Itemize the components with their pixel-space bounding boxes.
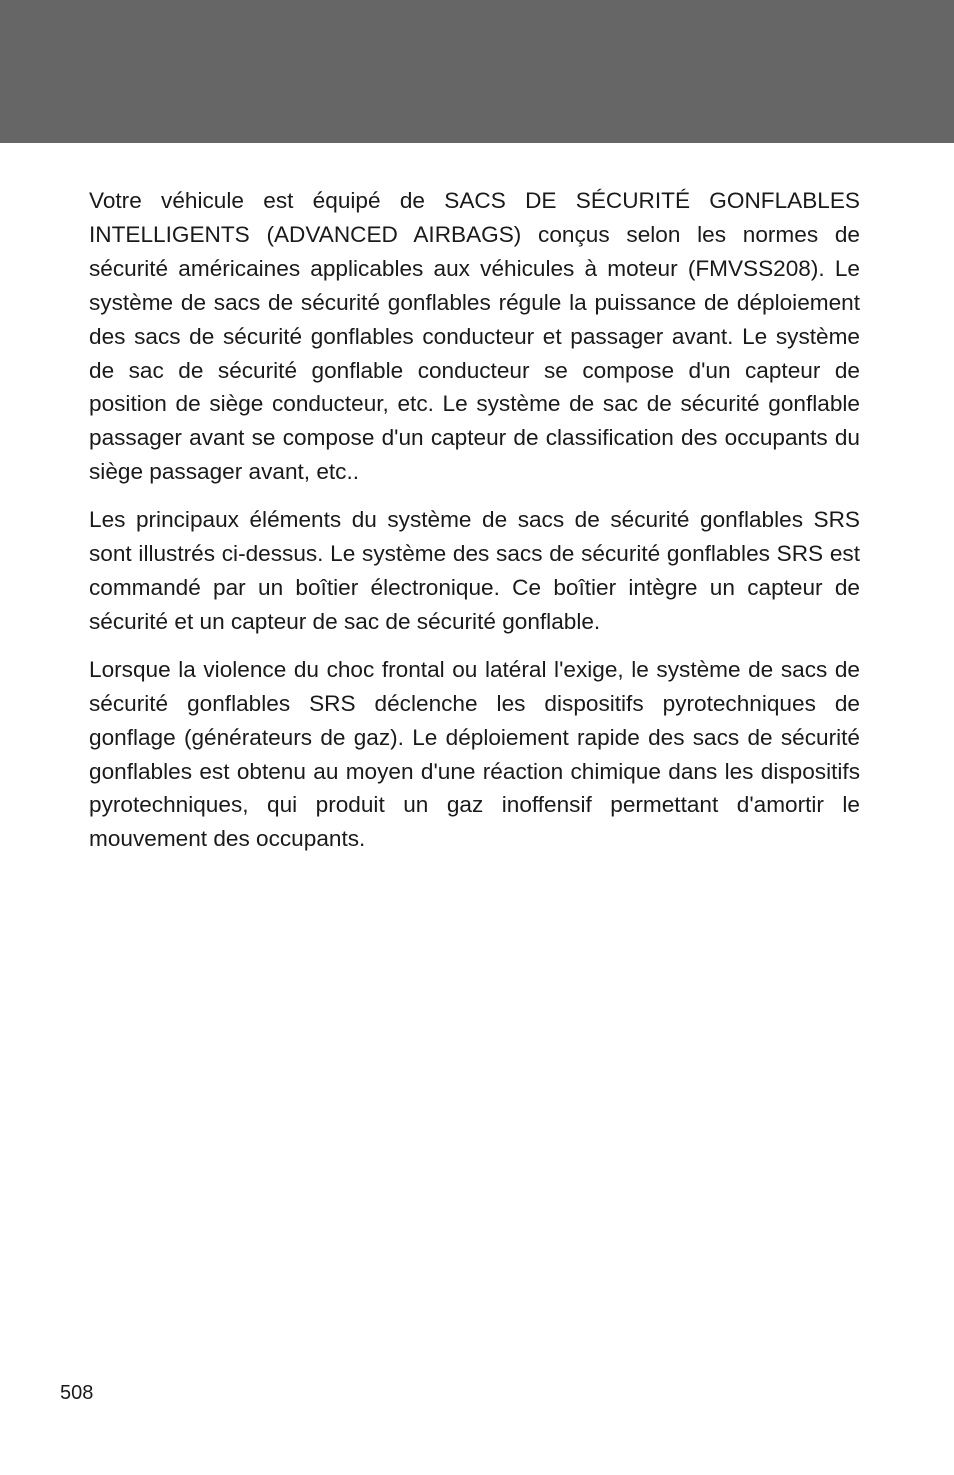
header-band [0, 0, 954, 143]
paragraph-deployment: Lorsque la violence du choc frontal ou latéral l'exige, le système de sacs de sécurité gonflables SRS déclenche les dispositifs pyrotechniques de gonflage (générateurs de gaz). Le déploiement rapide des sacs de sécurité gonflables est obtenu au moyen d'une réaction chimique dans les dispositifs pyrotechniques, qui produit un gaz inoffensif permettant d'amortir le mouvement des occupants. [89, 656, 860, 852]
page-number: 508 [60, 1382, 94, 1404]
paragraph-srs-components: Les principaux éléments du système de sacs de sécurité gonflables SRS sont illustrés ci-dessus. Le système des sacs de sécurité gonflables SRS est commandé par un boîtier électronique. Ce boîtier intègre un capteur de sécurité et un capteur de sac de sécurité gonflable. [89, 507, 860, 634]
body-text [89, 184, 860, 870]
paragraph-advanced-airbags: Votre véhicule est équipé de SACS DE SÉCURITÉ GONFLABLES INTELLIGENTS (ADVANCED AIRBAGS) conçus selon les normes de sécurité américaines applicables aux véhicules à moteur (FMVSS208). Le système de sacs de sécurité gonflables régule la puissance de déploiement des sacs de sécurité gonflables conducteur et passager avant. Le système de sac de sécurité gonflable conducteur se compose d'un capteur de position de siège conducteur, etc. Le système de sac de sécurité gonflable passager avant se compose d'un capteur de classification des occupants du siège passager avant, etc.. [89, 188, 860, 485]
